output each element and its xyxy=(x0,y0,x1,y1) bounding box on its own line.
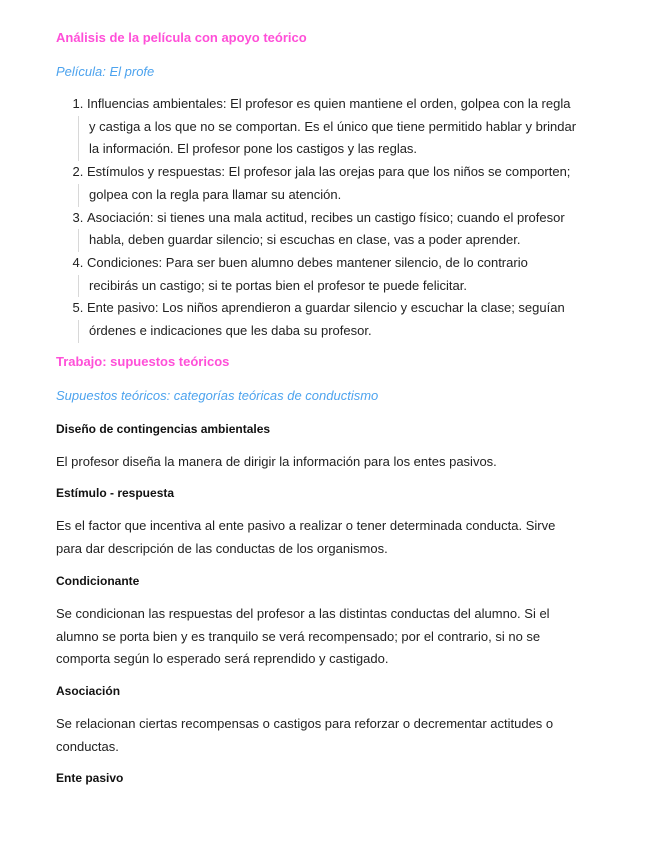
list-item xyxy=(87,252,604,297)
section-heading: Diseño de contingencias ambientales xyxy=(56,421,271,436)
paragraph-line: Se relacionan ciertas recompensas o castigos para reforzar o decrementar actitudes o xyxy=(56,715,554,731)
analysis-list xyxy=(56,93,604,343)
paragraph-line: Se condicionan las respuestas del profesor a las distintas conductas del alumno. Si el xyxy=(56,605,550,621)
document-page xyxy=(56,29,604,800)
theory-section xyxy=(56,683,604,758)
list-item xyxy=(87,93,604,161)
theory-section xyxy=(56,573,604,671)
list-item-line: 2. Estímulos y respuestas: El profesor jala las orejas para que los niños se comporten; xyxy=(87,164,571,180)
paragraph-line: El profesor diseña la manera de dirigir la información para los entes pasivos. xyxy=(56,453,497,469)
list-item-line: 5. Ente pasivo: Los niños aprendieron a guardar silencio y escuchar la clase; seguían xyxy=(87,300,565,316)
list-item-line: 1. Influencias ambientales: El profesor es quien mantiene el orden, golpea con la regla xyxy=(87,96,571,111)
list-item-line: órdenes e indicaciones que les daba su profesor. xyxy=(78,320,604,343)
list-item xyxy=(87,161,604,206)
list-item-line: y castiga a los que no se comportan. Es el único que tiene permitido hablar y brindar xyxy=(78,116,604,139)
list-item-line: golpea con la regla para llamar su atención. xyxy=(78,184,604,207)
document-title: Análisis de la película con apoyo teórico xyxy=(56,30,307,45)
list-item xyxy=(87,297,604,342)
paragraph-line: conductas. xyxy=(56,738,119,754)
list-item xyxy=(87,207,604,252)
section-paragraph xyxy=(56,713,604,758)
section-heading: Asociación xyxy=(56,683,121,698)
paragraph-line: alumno se porta bien y es tranquilo se verá recompensado; por el contrario, si no se xyxy=(56,628,541,644)
section-title-work: Trabajo: supuestos teóricos xyxy=(56,353,230,369)
list-item-line: 3. Asociación: si tienes una mala actitud, recibes un castigo físico; cuando el profesor xyxy=(87,209,565,225)
section-heading: Ente pasivo xyxy=(56,771,124,786)
section-heading: Condicionante xyxy=(56,573,140,588)
paragraph-line: Es el factor que incentiva al ente pasivo a realizar o tener determinada conducta. Sirve xyxy=(56,518,556,534)
paragraph-line: para dar descripción de las conductas de los organismos. xyxy=(56,541,388,557)
list-item-line: recibirás un castigo; si te portas bien el profesor te puede felicitar. xyxy=(78,275,604,298)
theory-section xyxy=(56,770,604,787)
theory-section xyxy=(56,485,604,560)
section-heading: Estímulo - respuesta xyxy=(56,486,175,501)
theory-section xyxy=(56,421,604,474)
list-item-line: la información. El profesor pone los castigos y las reglas. xyxy=(78,138,604,161)
section-paragraph xyxy=(56,451,604,474)
list-item-line: 4. Condiciones: Para ser buen alumno debes mantener silencio, de lo contrario xyxy=(87,254,528,270)
section-paragraph xyxy=(56,603,604,671)
list-item-line: habla, deben guardar silencio; si escuchas en clase, vas a poder aprender. xyxy=(78,229,604,252)
section-paragraph xyxy=(56,515,604,560)
section-subtitle-theory: Supuestos teóricos: categorías teóricas de conductismo xyxy=(56,387,379,403)
film-subtitle: Película: El profe xyxy=(56,64,155,79)
paragraph-line: comporta según lo esperado será reprendido y castigado. xyxy=(56,651,389,667)
